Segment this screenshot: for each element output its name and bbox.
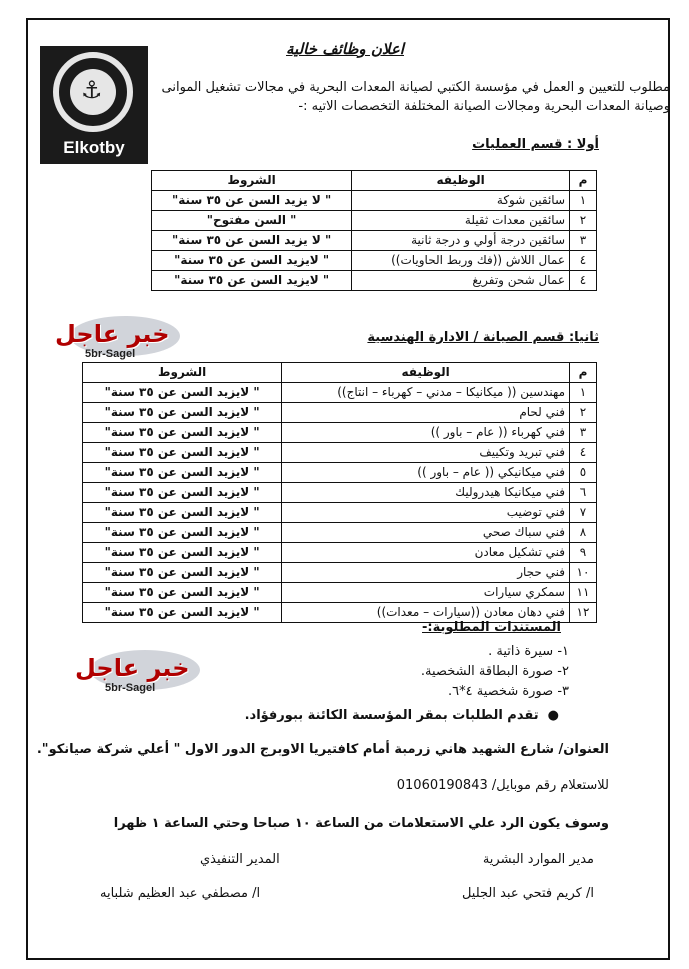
cell-cond: " لايزيد السن عن ٣٥ سنة" — [83, 603, 282, 623]
table-row — [83, 403, 597, 423]
cell-cond: " لايزيد السن عن ٣٥ سنة" — [83, 423, 282, 443]
signature-name: ا/ مصطفي عبد العظيم شلبايه — [100, 886, 261, 901]
cell-num: ٤ — [570, 251, 597, 271]
hours-line: وسوف يكون الرد علي الاستعلامات من الساعة ١٠ صباحا وحتي الساعة ١ ظهرا — [113, 816, 609, 831]
cell-job: فني لحام — [282, 403, 570, 423]
cell-job: فني دهان معادن ((سيارات – معدات)) — [282, 603, 570, 623]
cell-num: ٣ — [570, 231, 597, 251]
maintenance-table — [82, 362, 597, 623]
cell-cond: " لا يزيد السن عن ٣٥ سنة" — [152, 231, 352, 251]
table-row — [83, 463, 597, 483]
intro-paragraph: مطلوب للتعيين و العمل في مؤسسة الكتبي لصيانة المعدات البحرية في مجالات تشغيل الموانى وصيانة المعدات البحرية ومجالات الصيانة المختلفة التخصصات الاتيه :- — [161, 80, 670, 114]
watermark-arabic: خبر عاجل — [55, 320, 170, 348]
cell-cond: " لا يزيد السن عن ٣٥ سنة" — [152, 191, 352, 211]
phone-line — [397, 778, 609, 793]
cell-cond: " لايزيد السن عن ٣٥ سنة" — [83, 463, 282, 483]
cell-num: ٩ — [570, 543, 597, 563]
cell-cond: " السن مفتوح" — [152, 211, 352, 231]
cell-num: ١٠ — [570, 563, 597, 583]
cell-cond: " لايزيد السن عن ٣٥ سنة" — [83, 523, 282, 543]
cell-job: فني تبريد وتكييف — [282, 443, 570, 463]
documents-title: المستندات المطلوبة:- — [422, 620, 561, 635]
cell-cond: " لايزيد السن عن ٣٥ سنة" — [83, 583, 282, 603]
cell-num: ٧ — [570, 503, 597, 523]
cell-cond: " لايزيد السن عن ٣٥ سنة" — [83, 483, 282, 503]
cell-num: ٦ — [570, 483, 597, 503]
cell-job: فني كهرباء (( عام – باور )) — [282, 423, 570, 443]
cell-num: ٤ — [570, 271, 597, 291]
table-row — [83, 523, 597, 543]
cell-job: سائقين معدات ثقيلة — [352, 211, 570, 231]
watermark-latin: 5br-Sagel — [85, 348, 136, 360]
cell-num: ٥ — [570, 463, 597, 483]
operations-table — [151, 170, 597, 291]
table-row — [83, 423, 597, 443]
cell-num: ٢ — [570, 403, 597, 423]
cell-cond: " لايزيد السن عن ٣٥ سنة" — [152, 251, 352, 271]
table-row — [83, 543, 597, 563]
cell-job: فني تشكيل معادن — [282, 543, 570, 563]
cell-cond: " لايزيد السن عن ٣٥ سنة" — [83, 503, 282, 523]
cell-cond: " لايزيد السن عن ٣٥ سنة" — [83, 563, 282, 583]
header-job: الوظيفه — [352, 171, 570, 191]
watermark-arabic: خبر عاجل — [75, 654, 190, 682]
cell-job: عمال اللاش ((فك وربط الحاويات)) — [352, 251, 570, 271]
cell-cond: " لايزيد السن عن ٣٥ سنة" — [152, 271, 352, 291]
table-row — [83, 483, 597, 503]
watermark-logo — [60, 650, 220, 698]
bullet-icon: ● — [538, 708, 559, 723]
phone-number: 01060190843 — [396, 778, 488, 793]
address-line: العنوان/ شارع الشهيد هاني زرمبة أمام كافتيريا الاوبرج الدور الاول " أعلي شركة صيانكو". — [36, 742, 609, 757]
section2-title: ثانيا: قسم الصيانة / الادارة الهندسية — [367, 330, 599, 345]
table-header-row — [83, 363, 597, 383]
table-row — [83, 583, 597, 603]
company-logo — [40, 46, 148, 164]
cell-cond: " لايزيد السن عن ٣٥ سنة" — [83, 543, 282, 563]
cell-job: فني سباك صحي — [282, 523, 570, 543]
cell-num: ٣ — [570, 423, 597, 443]
cell-job: فني ميكانيكا هيدروليك — [282, 483, 570, 503]
cell-cond: " لايزيد السن عن ٣٥ سنة" — [83, 443, 282, 463]
cell-num: ٨ — [570, 523, 597, 543]
header-cond: الشروط — [83, 363, 282, 383]
cell-num: ١ — [570, 383, 597, 403]
header-num: م — [570, 171, 597, 191]
header-job: الوظيفه — [282, 363, 570, 383]
cell-num: ١ — [570, 191, 597, 211]
table-row — [152, 251, 597, 271]
cell-num: ١١ — [570, 583, 597, 603]
phone-label: للاستعلام رقم موبايل/ — [491, 778, 609, 793]
table-row — [152, 271, 597, 291]
cell-job: عمال شحن وتفريغ — [352, 271, 570, 291]
table-row — [83, 383, 597, 403]
table-header-row — [152, 171, 597, 191]
document-item: ٣- صورة شخصية ٤*٦. — [448, 684, 569, 699]
cell-num: ١٢ — [570, 603, 597, 623]
submission-note — [245, 708, 559, 723]
page-title: اعلان وظائف خالية — [286, 40, 404, 58]
table-row — [83, 443, 597, 463]
cell-job: مهندسين (( ميكانيكا – مدني – كهرباء – انتاج)) — [282, 383, 570, 403]
header-num: م — [570, 363, 597, 383]
cell-num: ٤ — [570, 443, 597, 463]
signature-role: المدير التنفيذي — [200, 852, 280, 867]
cell-job: فني توضيب — [282, 503, 570, 523]
table-row — [152, 191, 597, 211]
cell-job: فني حجار — [282, 563, 570, 583]
cell-cond: " لايزيد السن عن ٣٥ سنة" — [83, 403, 282, 423]
watermark-latin: 5br-Sagel — [105, 682, 156, 694]
cell-job: فني ميكانيكي (( عام – باور )) — [282, 463, 570, 483]
table-row — [83, 503, 597, 523]
document-item: ١- سيرة ذاتية . — [488, 644, 569, 659]
header-cond: الشروط — [152, 171, 352, 191]
logo-brand: Elkotby — [63, 138, 125, 157]
signature-role: مدير الموارد البشرية — [482, 852, 594, 867]
document-item: ٢- صورة البطاقة الشخصية. — [420, 664, 569, 679]
table-row — [152, 231, 597, 251]
submission-text: تقدم الطلبات بمقر المؤسسة الكائنة ببورفؤاد. — [244, 708, 539, 723]
watermark-logo — [40, 316, 200, 364]
signature-name: ا/ كريم فتحي عبد الجليل — [461, 886, 594, 901]
table-row — [152, 211, 597, 231]
cell-job: سمكري سيارات — [282, 583, 570, 603]
section1-title: أولا : قسم العمليات — [472, 137, 599, 152]
cell-job: سائقين شوكة — [352, 191, 570, 211]
table-row — [83, 563, 597, 583]
cell-num: ٢ — [570, 211, 597, 231]
cell-job: سائقين درجة أولي و درجة ثانية — [352, 231, 570, 251]
cell-cond: " لايزيد السن عن ٣٥ سنة" — [83, 383, 282, 403]
anchor-icon: ⚓ — [81, 76, 103, 104]
